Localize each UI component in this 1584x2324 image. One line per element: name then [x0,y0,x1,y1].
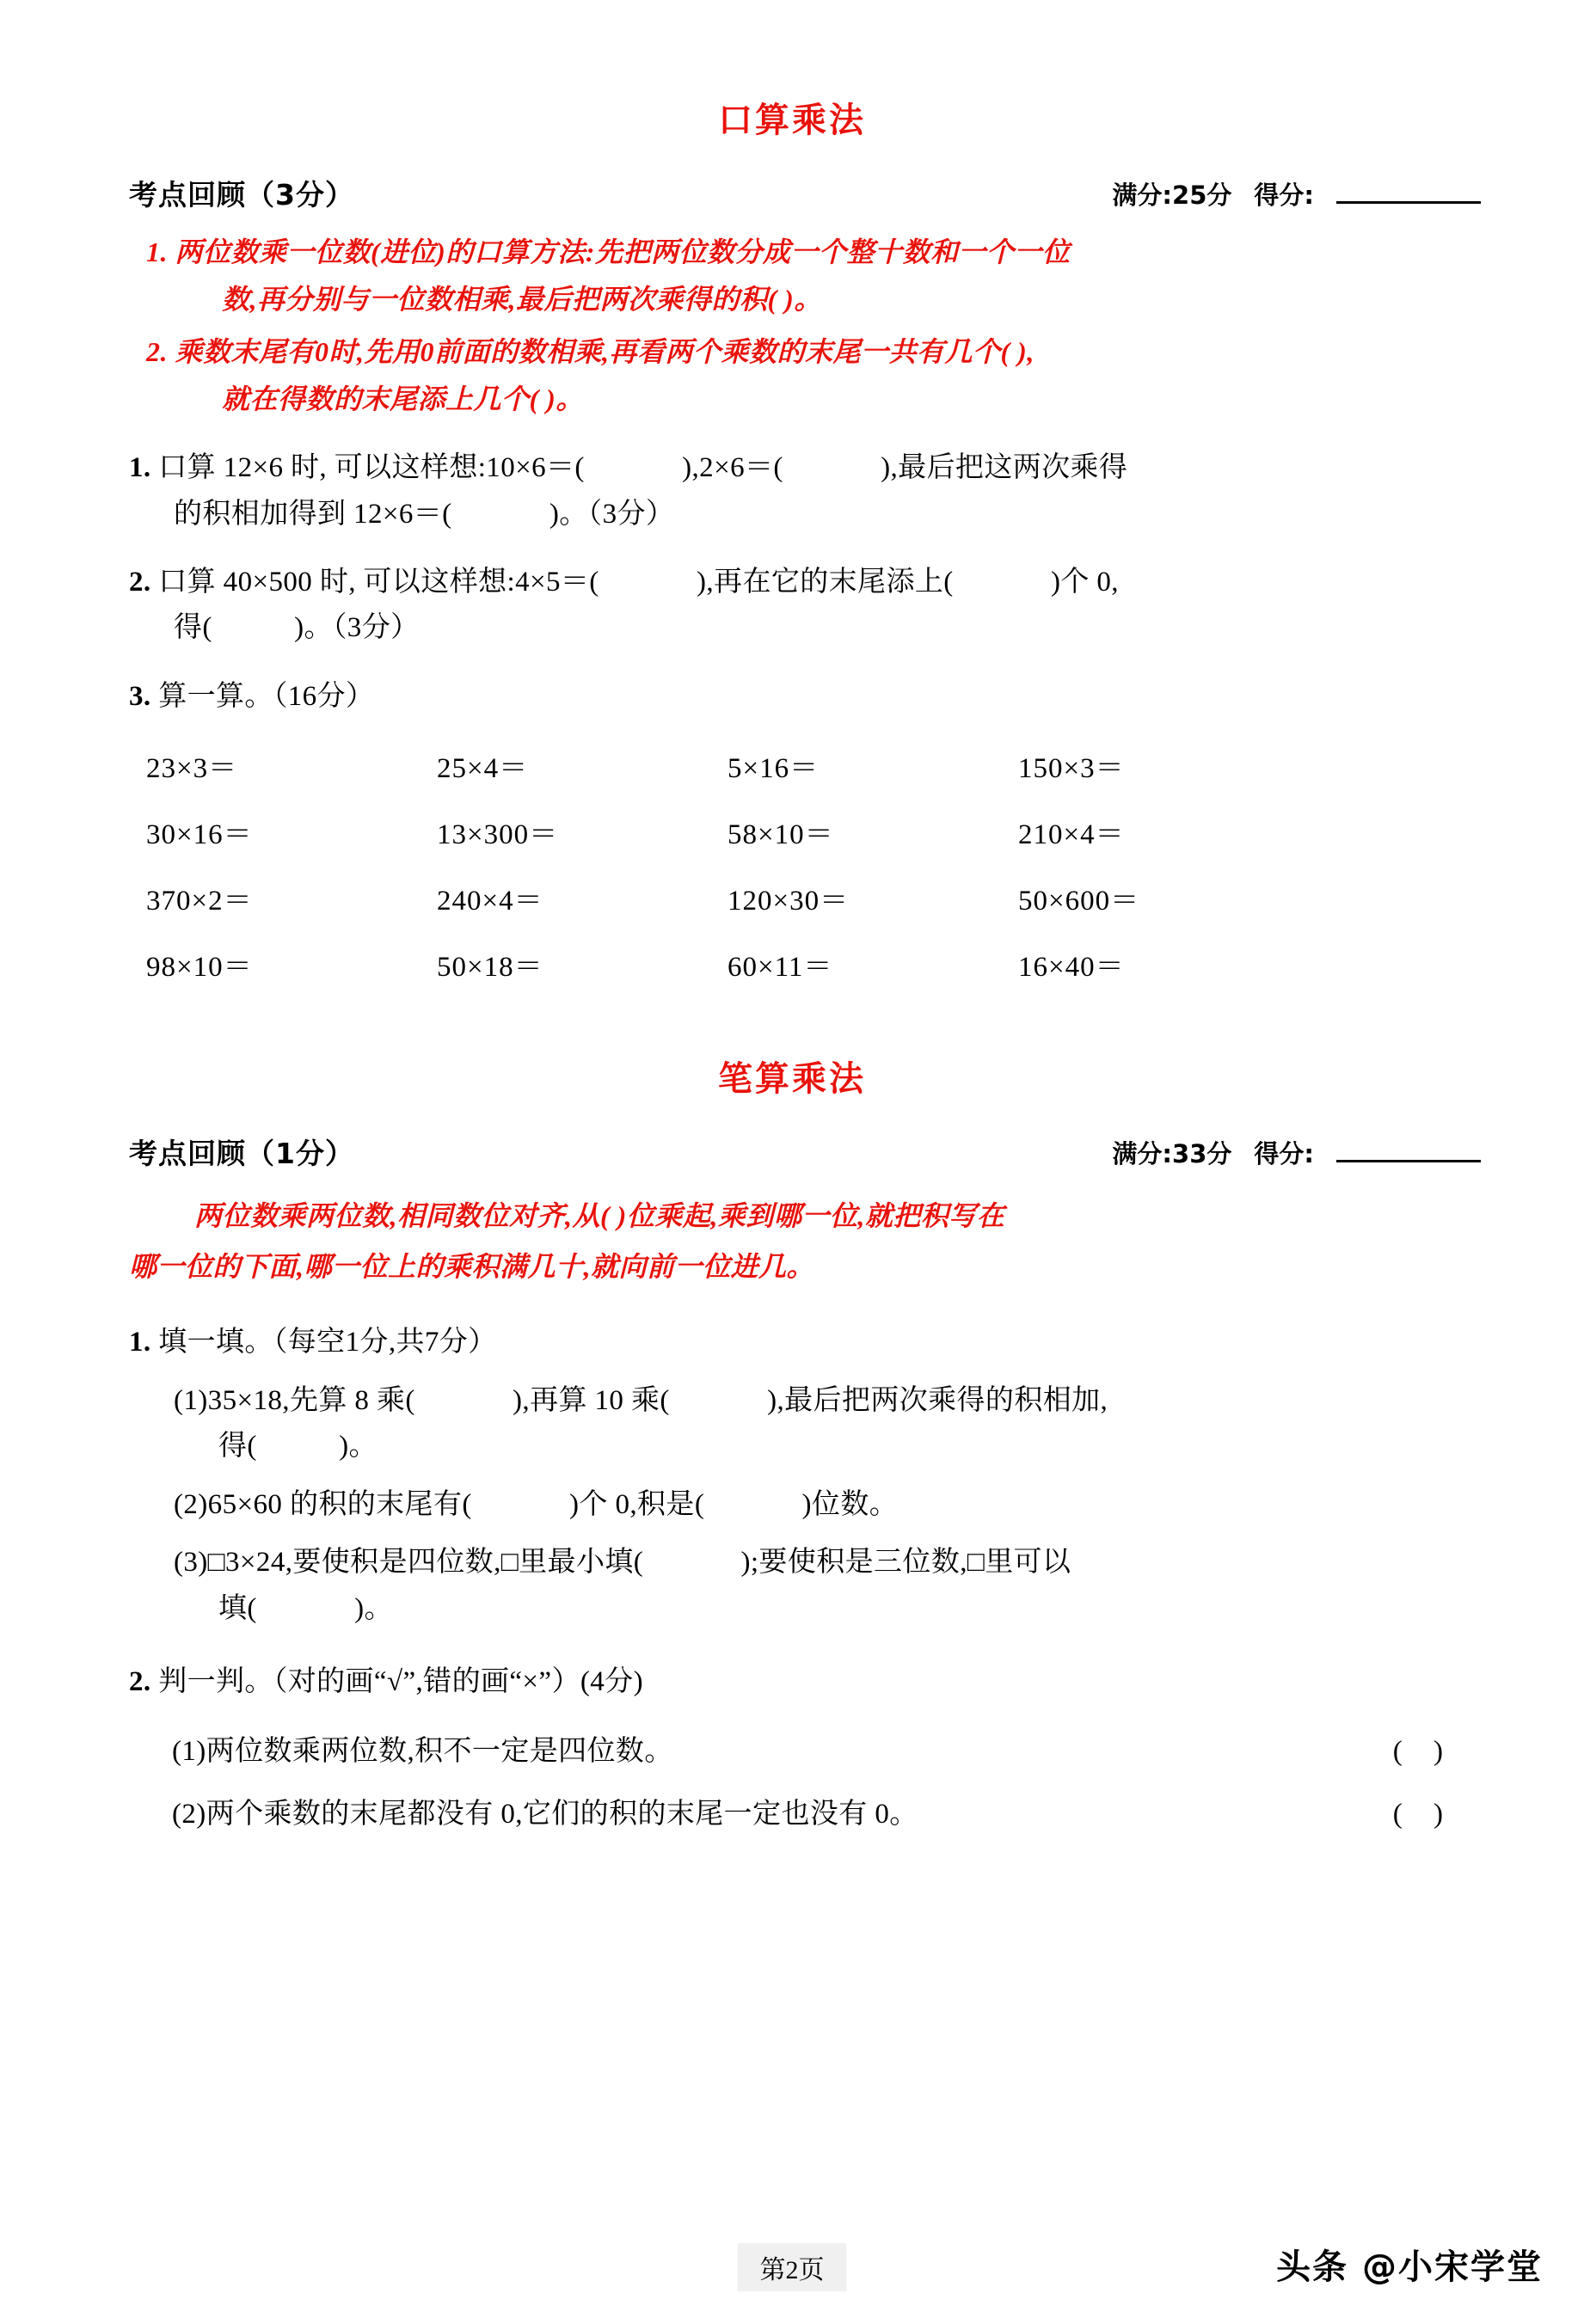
calc-problem[interactable]: 370×2＝ [146,886,253,917]
fill-text: (2)65×60 的积的末尾有( [174,1488,472,1520]
calc-problem[interactable]: 120×30＝ [728,886,850,917]
judge-text: (2)两个乘数的末尾都没有 0,它们的积的末尾一定也没有 0。 [172,1798,918,1830]
recall-text-1 [146,229,1481,423]
fill-text-e: )。 [354,1592,393,1624]
recall-label-2: 考点回顾（1分） [129,1137,354,1171]
question-text: 算一算。（16分） [158,680,375,712]
section-1-meta-row [0,173,1584,213]
score-group-1 [1112,176,1481,213]
calc-problem[interactable]: 5×16＝ [728,753,820,785]
fill-text-c: ),最后把两次乘得的积相加, [767,1384,1108,1416]
question-text: 判一判。（对的画“√”,错的画“×”）(4分) [158,1666,643,1698]
judge-item-2 [172,1791,1455,1831]
earned-score-blank-2[interactable] [1336,1137,1481,1162]
calc-problem[interactable]: 25×4＝ [437,753,529,785]
judge-item-1 [172,1728,1455,1769]
question-text-d: 的积相加得到 12×6＝( [174,498,452,530]
question-text: 口算 40×500 时, 可以这样想:4×5＝( [158,567,599,598]
question-number: 2. [129,567,151,598]
calc-problem[interactable]: 16×40＝ [1018,952,1125,984]
question-1-3 [129,674,1481,720]
calc-problem[interactable]: 23×3＝ [146,753,238,785]
fill-text-b: );要使积是三位数,□里可以 [740,1547,1071,1579]
question-line-2 [129,492,1481,537]
calc-problem[interactable]: 98×10＝ [146,952,253,984]
calc-problem[interactable]: 58×10＝ [728,819,834,851]
question-text-c: ),最后把这两次乘得 [881,452,1128,484]
page-number: 第2页 [738,2243,847,2291]
calc-problem[interactable]: 13×300＝ [437,819,559,851]
calculation-grid [146,745,1481,984]
earned-score-blank-1[interactable] [1336,179,1481,204]
question-text-e: )。（3分） [549,498,675,530]
question-number: 1. [129,1327,151,1358]
question-text-c: )个 0, [1050,567,1119,598]
recall-text-2 [129,1193,1489,1291]
calc-problem[interactable]: 60×11＝ [728,952,833,984]
fill-text-b: ),再算 10 乘( [513,1384,670,1416]
question-2-2 [129,1659,1481,1705]
fill-text-e: )。 [339,1431,378,1462]
full-score-1: 满分:25分 [1112,181,1232,210]
question-number: 3. [129,680,151,712]
fill-item-1 [129,1378,1481,1470]
question-1-1 [129,445,1481,537]
fill-item-2 [129,1482,1481,1528]
question-text: 填一填。（每空1分,共7分） [158,1327,497,1358]
score-group-2 [1112,1135,1481,1172]
calc-problem[interactable]: 240×4＝ [437,886,543,917]
fill-item-3-line2 [174,1586,1481,1632]
fill-text-d: 填( [218,1592,257,1624]
recall-item-2-1: 两位数乘两位数,相同数位对齐,从( )位乘起,乘到哪一位,就把积写在 [194,1200,1005,1232]
watermark-text: 头条 @小宋学堂 [1276,2247,1543,2287]
earned-score-label-2: 得分: [1254,1139,1314,1169]
judge-answer-box[interactable]: ( ) [1392,1798,1455,1830]
fill-text: (3)□3×24,要使积是四位数,□里最小填( [174,1547,644,1579]
question-text-b: ),再在它的末尾添上( [697,567,954,598]
fill-text-b: )个 0,积是( [569,1488,705,1520]
judge-answer-box[interactable]: ( ) [1392,1735,1455,1767]
question-line-2 [129,605,1481,651]
fill-item-1-line2 [174,1424,1481,1469]
calc-problem[interactable]: 210×4＝ [1018,819,1125,851]
recall-item-1-2: 2. 乘数末尾有0时,先用0前面的数相乘,再看两个乘数的末尾一共有几个( ), 就在得数的末尾添上几个( )。 [146,336,1035,415]
calc-problem[interactable]: 50×600＝ [1018,886,1140,917]
section-title-written-multiplication: 笔算乘法 [718,1059,866,1100]
judge-text: (1)两位数乘两位数,积不一定是四位数。 [172,1735,673,1767]
fill-text-c: )位数。 [801,1488,899,1520]
calc-problem[interactable]: 150×3＝ [1018,753,1125,785]
question-2-1 [129,1320,1481,1632]
recall-item-1-1: 1. 两位数乘一位数(进位)的口算方法:先把两位数分成一个整十数和一个一位 数,再分别与一位数相乘,最后把两次乘得的积( )。 [146,236,1071,316]
question-1-2 [129,560,1481,652]
question-number: 1. [129,452,151,484]
question-text-b: ),2×6＝( [682,452,783,484]
earned-score-label-1: 得分: [1254,181,1314,210]
calc-problem[interactable]: 30×16＝ [146,819,253,851]
question-number: 2. [129,1666,151,1698]
fill-item-3 [129,1540,1481,1632]
section-title-oral-multiplication: 口算乘法 [718,101,866,140]
worksheet-page [0,93,1584,2324]
recall-label-1: 考点回顾（3分） [129,178,354,212]
question-text-e: )。（3分） [294,612,420,644]
question-text: 口算 12×6 时, 可以这样想:10×6＝( [158,452,585,484]
section-2-meta-row [0,1131,1584,1172]
question-text-d: 得( [174,612,212,644]
full-score-2: 满分:33分 [1112,1139,1232,1169]
fill-text-d: 得( [218,1431,257,1462]
calc-problem[interactable]: 50×18＝ [437,952,543,984]
fill-text: (1)35×18,先算 8 乘( [174,1384,415,1416]
recall-item-2-2: 哪一位的下面,哪一位上的乘积满几十,就向前一位进几。 [129,1251,815,1283]
page-footer [0,2243,1584,2298]
